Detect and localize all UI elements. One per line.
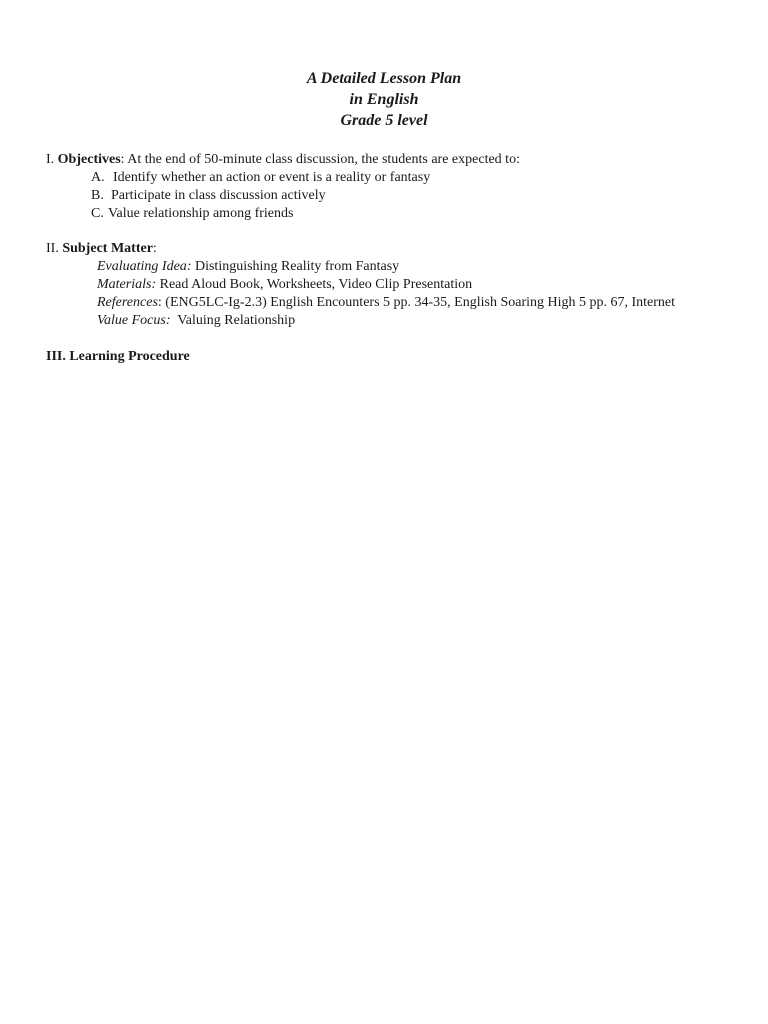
objective-text: Identify whether an action or event is a reality or fantasy xyxy=(113,170,431,185)
subject-entry-materials xyxy=(97,276,472,294)
objective-marker: A. xyxy=(91,170,105,185)
subject-entry-sep: : xyxy=(157,295,162,310)
objectives-heading: Objectives xyxy=(57,152,121,167)
objectives-intro: : At the end of 50-minute class discussion, the students are expected to: xyxy=(120,152,520,167)
subject-matter-heading: Subject Matter xyxy=(62,241,153,256)
title-line-1: A Detailed Lesson Plan xyxy=(306,70,462,87)
subject-entry-sep: : xyxy=(165,313,171,328)
subject-entry-sep: : xyxy=(151,277,157,292)
objective-text: Participate in class discussion actively xyxy=(111,188,326,203)
subject-entry-label: Value Focus xyxy=(97,313,166,328)
subject-entry-label: Evaluating Idea xyxy=(97,259,187,274)
subject-entry-value: Distinguishing Reality from Fantasy xyxy=(194,259,400,274)
subject-entry-label: References xyxy=(97,295,158,310)
subject-entry-label: Materials xyxy=(97,277,152,292)
objective-item-a xyxy=(91,169,430,187)
subject-matter-numeral: II. xyxy=(46,241,59,256)
subject-matter-colon: : xyxy=(152,241,157,256)
subject-entry-value: Valuing Relationship xyxy=(177,313,296,328)
objectives-heading-line xyxy=(46,151,520,169)
subject-entry-value: (ENG5LC-Ig-2.3) English Encounters 5 pp. 34-35, English Soaring High 5 pp. 67, Internet xyxy=(165,295,676,310)
learning-procedure-heading: III. Learning Procedure xyxy=(46,349,190,364)
objective-marker: C. xyxy=(91,206,104,221)
subject-entry-evaluating-idea xyxy=(97,258,399,276)
title-line-3: Grade 5 level xyxy=(340,112,428,129)
subject-entry-value-focus xyxy=(97,312,295,330)
objective-item-c xyxy=(91,205,293,223)
title-line-2: in English xyxy=(349,91,419,108)
objective-text: Value relationship among friends xyxy=(108,206,294,221)
subject-matter-heading-line xyxy=(46,240,157,258)
subject-entry-sep: : xyxy=(186,259,192,274)
subject-entry-references xyxy=(97,294,675,312)
document-title xyxy=(0,68,768,131)
objective-marker: B. xyxy=(91,188,104,203)
objective-item-b xyxy=(91,187,326,205)
subject-entry-value: Read Aloud Book, Worksheets, Video Clip Presentation xyxy=(159,277,473,292)
objectives-numeral: I. xyxy=(46,152,55,167)
